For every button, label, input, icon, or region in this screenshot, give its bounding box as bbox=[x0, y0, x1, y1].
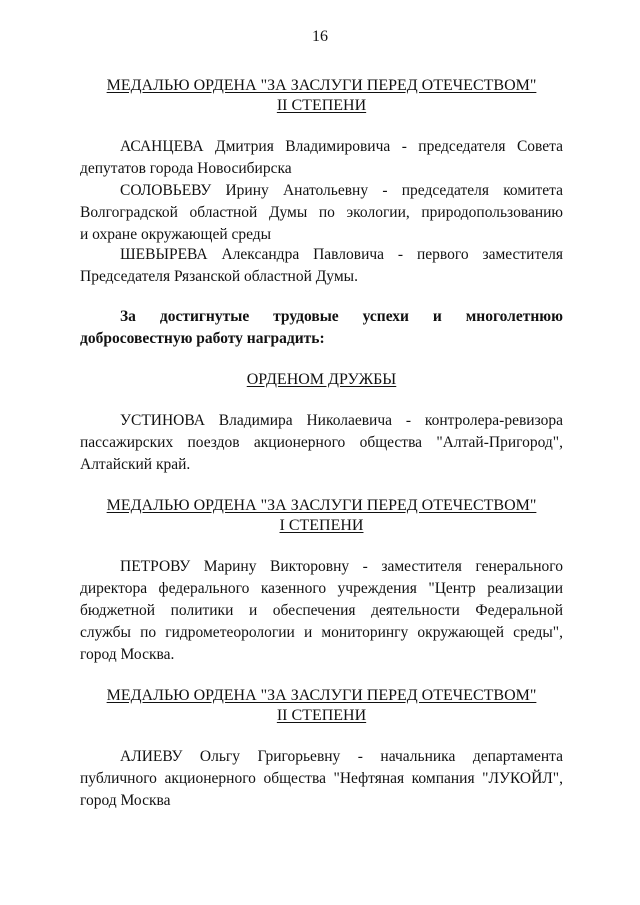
text-line: город Москва bbox=[80, 792, 171, 809]
text-line: директора федерального казенного учреждения "Центр реализации bbox=[80, 580, 563, 597]
award-heading-friendship bbox=[80, 370, 563, 390]
text-line: пассажирских поездов акционерного общества "Алтай-Пригород", bbox=[80, 434, 563, 451]
text-line: депутатов города Новосибирска bbox=[80, 160, 292, 177]
heading-line: I СТЕПЕНИ bbox=[279, 517, 364, 534]
heading-line: МЕДАЛЬЮ ОРДЕНА "ЗА ЗАСЛУГИ ПЕРЕД ОТЕЧЕСТВОМ" bbox=[106, 687, 537, 704]
text-line: бюджетной политики и обеспечения деятельности Федеральной bbox=[80, 602, 563, 619]
text-line: За достигнутые трудовые успехи и многолетнюю bbox=[120, 308, 563, 325]
awardee-alieva bbox=[80, 746, 563, 812]
text-line: Председателя Рязанской областной Думы. bbox=[80, 268, 358, 285]
text-line: АСАНЦЕВА Дмитрия Владимировича - председателя Совета bbox=[120, 138, 563, 155]
text-line: добросовестную работу наградить: bbox=[80, 330, 325, 347]
text-line: Алтайский край. bbox=[80, 456, 191, 473]
text-line: службы по гидрометеорологии и мониторингу окружающей среды", bbox=[80, 624, 563, 641]
award-heading-medal-2b bbox=[80, 686, 563, 726]
awardee-asantsev bbox=[80, 136, 563, 180]
text-line: Волгоградской областной Думы по экологии, природопользованию bbox=[80, 204, 563, 221]
awardee-solovieva bbox=[80, 180, 563, 246]
award-heading-medal-2 bbox=[80, 76, 563, 116]
heading-line: ОРДЕНОМ ДРУЖБЫ bbox=[246, 371, 397, 388]
award-heading-medal-1 bbox=[80, 496, 563, 536]
text-line: АЛИЕВУ Ольгу Григорьевну - начальника департамента bbox=[120, 748, 563, 765]
heading-line: МЕДАЛЬЮ ОРДЕНА "ЗА ЗАСЛУГИ ПЕРЕД ОТЕЧЕСТВОМ" bbox=[106, 77, 537, 94]
heading-line: II СТЕПЕНИ bbox=[276, 707, 367, 724]
text-line: ПЕТРОВУ Марину Викторовну - заместителя генерального bbox=[120, 558, 563, 575]
text-line: УСТИНОВА Владимира Николаевича - контролера-ревизора bbox=[120, 412, 563, 429]
text-line: СОЛОВЬЕВУ Ирину Анатольевну - председателя комитета bbox=[120, 182, 563, 199]
award-intro bbox=[80, 306, 563, 350]
text-line: и охране окружающей среды bbox=[80, 226, 272, 243]
awardee-petrova bbox=[80, 556, 563, 666]
page-number: 16 bbox=[312, 28, 328, 45]
awardee-shevyrev bbox=[80, 244, 563, 288]
awardee-ustinov bbox=[80, 410, 563, 476]
text-line: город Москва. bbox=[80, 646, 175, 663]
heading-line: МЕДАЛЬЮ ОРДЕНА "ЗА ЗАСЛУГИ ПЕРЕД ОТЕЧЕСТВОМ" bbox=[106, 497, 537, 514]
text-line: публичного акционерного общества "Нефтяная компания "ЛУКОЙЛ", bbox=[80, 770, 563, 787]
text-line: ШЕВЫРЕВА Александра Павловича - первого заместителя bbox=[120, 246, 563, 263]
heading-line: II СТЕПЕНИ bbox=[276, 97, 367, 114]
